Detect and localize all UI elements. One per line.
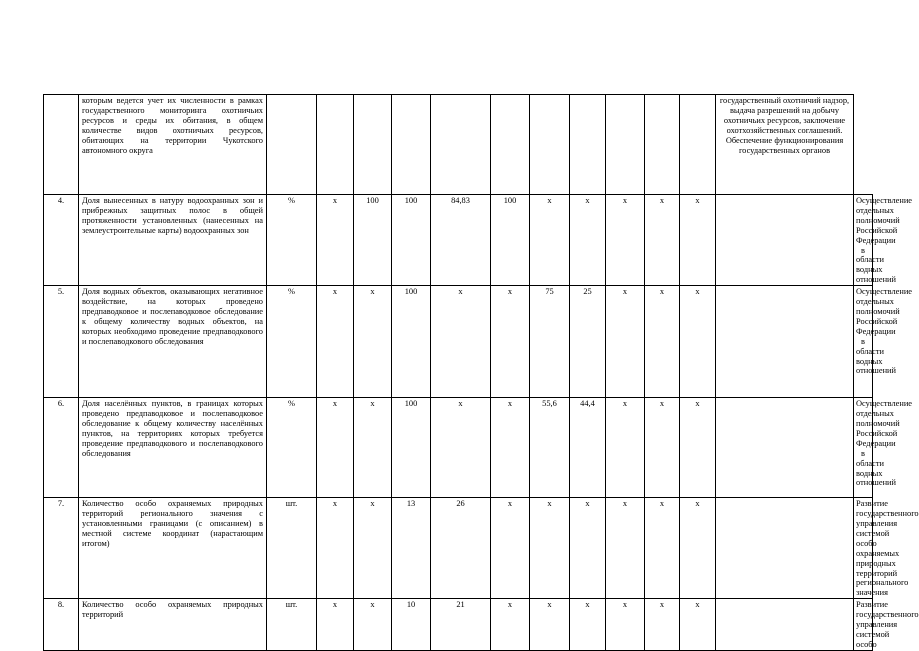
activity-note: Осуществление отдельных полномочий Российской Федерации в области водных отношений [854, 286, 873, 398]
value-cell [431, 95, 491, 195]
row-number: 6. [44, 398, 79, 498]
value-cell [716, 195, 854, 286]
value-cell: х [680, 398, 716, 498]
value-cell [716, 498, 854, 599]
row-number: 7. [44, 498, 79, 599]
indicator-description: Количество особо охраняемых природных территорий регионального значения с установленными границами (с описанием) в местной системе координат (нарастающим итогом) [79, 498, 267, 599]
value-cell: 10 [392, 599, 431, 651]
value-cell: 26 [431, 498, 491, 599]
value-cell: 100 [392, 398, 431, 498]
value-cell: х [491, 599, 530, 651]
value-cell: х [431, 398, 491, 498]
value-cell [680, 95, 716, 195]
value-cell [530, 95, 570, 195]
row-number: 4. [44, 195, 79, 286]
value-cell: х [606, 599, 645, 651]
value-cell [491, 95, 530, 195]
unit-cell: % [267, 286, 317, 398]
value-cell: х [680, 599, 716, 651]
value-cell: 100 [354, 195, 392, 286]
value-cell: х [606, 286, 645, 398]
value-cell: 21 [431, 599, 491, 651]
value-cell: 100 [392, 195, 431, 286]
value-cell [645, 95, 680, 195]
value-cell [606, 95, 645, 195]
activity-note: государственный охотничий надзор, выдача разрешений на добычу охотничьих ресурсов, заключение охотхозяйственных соглашений. Обеспечение функционирования государственных органов [716, 95, 854, 195]
table-row [44, 398, 873, 498]
value-cell: 44,4 [570, 398, 606, 498]
value-cell: х [680, 195, 716, 286]
value-cell [354, 95, 392, 195]
value-cell: 25 [570, 286, 606, 398]
value-cell: х [645, 398, 680, 498]
table-row [44, 599, 873, 651]
value-cell: 75 [530, 286, 570, 398]
value-cell: 13 [392, 498, 431, 599]
indicator-description: Доля вынесенных в натуру водоохранных зон и прибрежных защитных полос в общей протяженности установленных (нанесенных на землеустроительные карты) водоохранных зон [79, 195, 267, 286]
row-number: 8. [44, 599, 79, 651]
value-cell: х [680, 286, 716, 398]
indicator-description: которым ведется учет их численности в рамках государственного мониторинга охотничьих ресурсов и среды их обитания, в общем количестве видов охотничьих ресурсов, обитающих на территории Чукотского автономного округа [79, 95, 267, 195]
value-cell: х [606, 398, 645, 498]
unit-cell: % [267, 398, 317, 498]
value-cell: 100 [392, 286, 431, 398]
value-cell: х [354, 498, 392, 599]
activity-note: Развитие государственного управления системой особо [854, 599, 873, 651]
unit-cell [267, 95, 317, 195]
value-cell [716, 599, 854, 651]
unit-cell: % [267, 195, 317, 286]
value-cell: х [354, 599, 392, 651]
value-cell: х [680, 498, 716, 599]
indicator-description: Доля населённых пунктов, в границах которых проведено предпаводковое и послепаводковое обследование к общему количеству населённых пунктов, на территориях которых требуется проведение предпаводкового и послепаводкового обследования [79, 398, 267, 498]
value-cell: х [491, 398, 530, 498]
value-cell: х [491, 286, 530, 398]
value-cell: х [317, 398, 354, 498]
indicator-description: Количество особо охраняемых природных территорий [79, 599, 267, 651]
table-row [44, 498, 873, 599]
table-row [44, 286, 873, 398]
value-cell: х [530, 195, 570, 286]
value-cell: х [606, 498, 645, 599]
value-cell: х [317, 286, 354, 398]
row-number [44, 95, 79, 195]
unit-cell: шт. [267, 599, 317, 651]
value-cell: х [645, 498, 680, 599]
value-cell: 84,83 [431, 195, 491, 286]
value-cell: 100 [491, 195, 530, 286]
activity-note: Развитие государственного управления системой особо охраняемых природных территорий регионального значения [854, 498, 873, 599]
value-cell [716, 286, 854, 398]
value-cell: х [491, 498, 530, 599]
activity-note: Осуществление отдельных полномочий Российской Федерации в области водных отношений [854, 195, 873, 286]
table-row [44, 95, 873, 195]
value-cell: х [317, 195, 354, 286]
row-number: 5. [44, 286, 79, 398]
value-cell: х [431, 286, 491, 398]
indicators-table [43, 94, 919, 651]
value-cell [716, 398, 854, 498]
table-row [44, 195, 873, 286]
unit-cell: шт. [267, 498, 317, 599]
value-cell: х [317, 599, 354, 651]
value-cell: х [530, 498, 570, 599]
value-cell: х [570, 599, 606, 651]
value-cell [317, 95, 354, 195]
value-cell: х [570, 195, 606, 286]
value-cell: 55,6 [530, 398, 570, 498]
value-cell [570, 95, 606, 195]
indicator-description: Доля водных объектов, оказывающих негативное воздействие, на которых проведено предпаводковое и послепаводковое обследование к общему количеству водных объектов, на которых необходимо проведение предпаводкового и послепаводкового обследования [79, 286, 267, 398]
value-cell: х [354, 286, 392, 398]
value-cell: х [354, 398, 392, 498]
value-cell: х [645, 599, 680, 651]
value-cell: х [645, 286, 680, 398]
activity-note: Осуществление отдельных полномочий Российской Федерации в области водных отношений [854, 398, 873, 498]
value-cell [392, 95, 431, 195]
value-cell: х [530, 599, 570, 651]
value-cell: х [317, 498, 354, 599]
value-cell: х [570, 498, 606, 599]
value-cell: х [606, 195, 645, 286]
value-cell: х [645, 195, 680, 286]
